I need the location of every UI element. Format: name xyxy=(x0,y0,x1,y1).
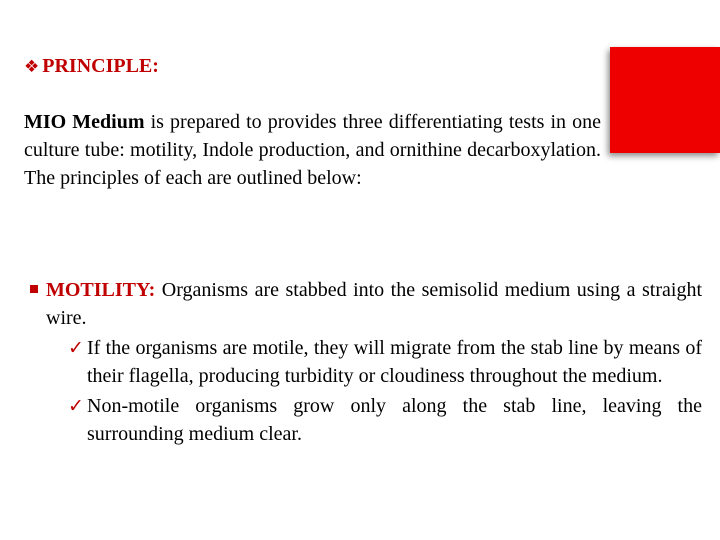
sub-bullet-list xyxy=(24,334,702,448)
intro-text: is prepared to provides three differentiating tests in one culture tube: motility, Indole production, and ornithine decarboxylation. The principles of each are outlined below: xyxy=(24,111,602,189)
intro-bold-lead: MIO Medium xyxy=(24,111,145,133)
bullet-text: Organisms are stabbed into the semisolid medium using a straight wire. xyxy=(46,279,702,329)
sub-bullet-text: Non-motile organisms grow only along the stab line, leaving the surrounding medium clear. xyxy=(87,395,702,445)
bullet-label: MOTILITY: xyxy=(46,279,156,301)
red-accent-block xyxy=(610,47,720,153)
checkmark-icon: ✓ xyxy=(68,395,84,417)
bullet-item-motility xyxy=(24,276,702,332)
square-bullet-icon xyxy=(30,285,38,293)
section-heading xyxy=(24,54,159,79)
diamond-bullet-icon: ❖ xyxy=(24,57,40,77)
sub-bullet-item xyxy=(24,392,702,448)
section-heading-label: PRINCIPLE: xyxy=(42,55,159,77)
bullet-section xyxy=(24,276,702,448)
sub-bullet-item xyxy=(24,334,702,390)
checkmark-icon: ✓ xyxy=(68,337,84,359)
intro-paragraph xyxy=(24,108,601,192)
sub-bullet-text: If the organisms are motile, they will migrate from the stab line by means of their flagella, producing turbidity or cloudiness throughout the medium. xyxy=(87,337,702,387)
